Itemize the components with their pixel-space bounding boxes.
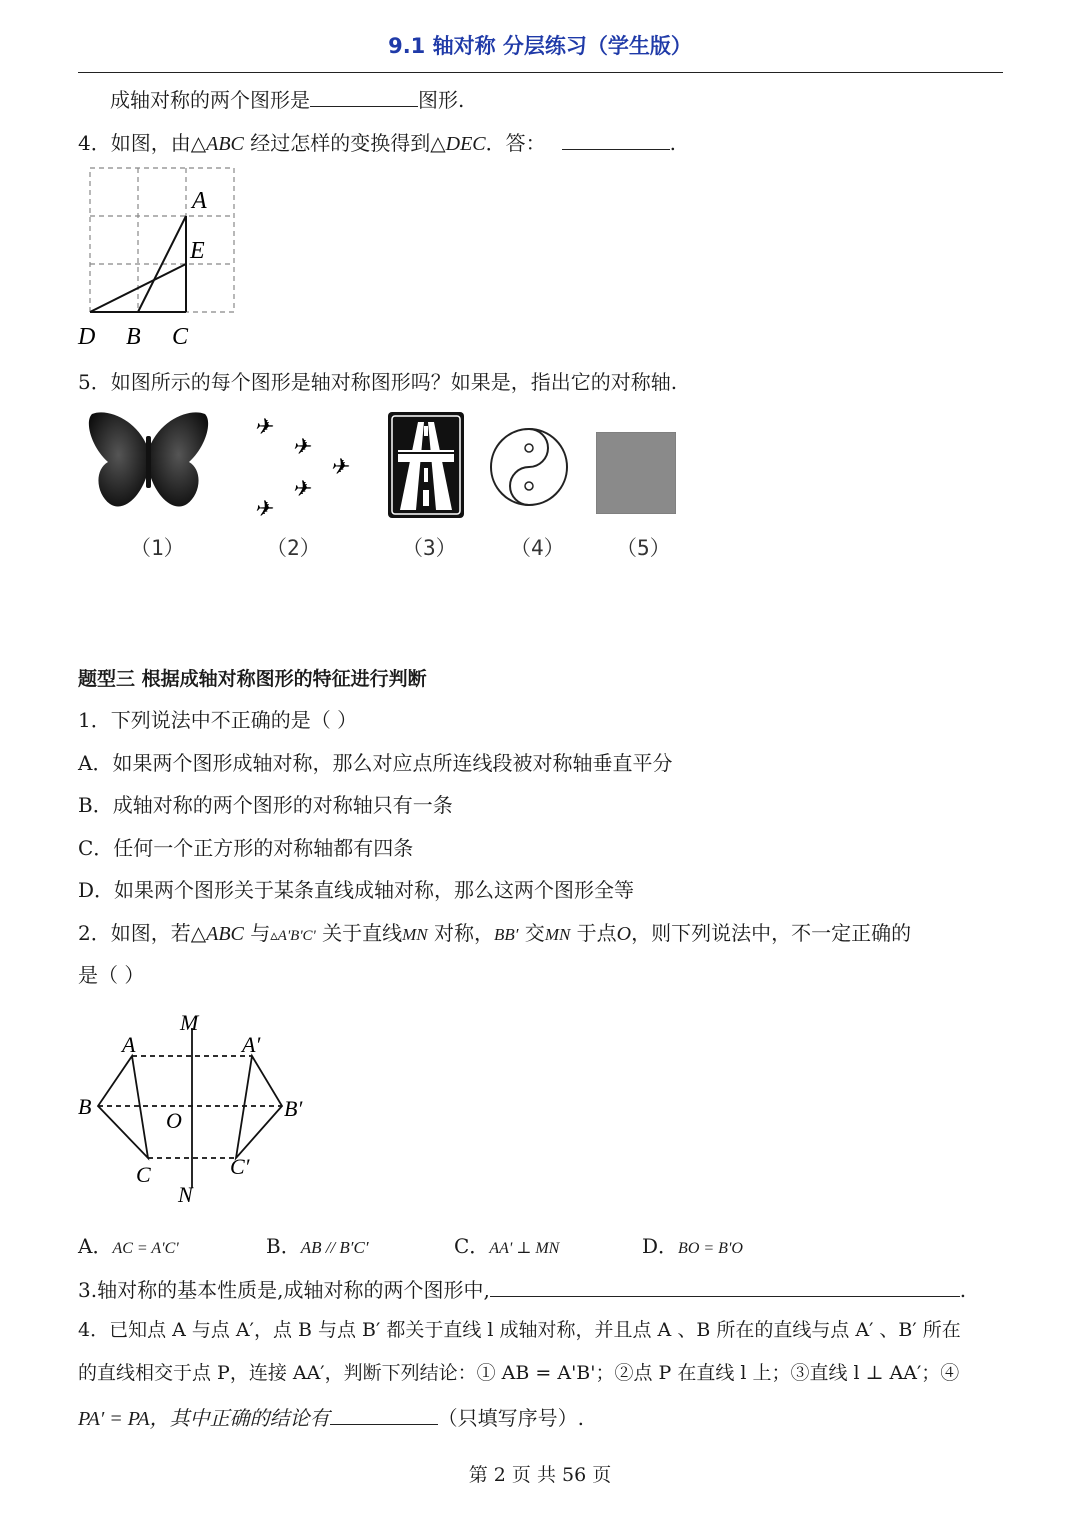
label-d: D: [78, 324, 96, 350]
airplane-icon: ✈: [254, 496, 273, 521]
math: BO = B'O: [678, 1240, 743, 1257]
math: O: [616, 923, 632, 945]
math: BB′: [493, 925, 519, 944]
text: PA′ = PA，其中正确的结论有: [78, 1408, 330, 1430]
label-a: A: [192, 188, 207, 214]
answer-blank[interactable]: [310, 84, 418, 107]
label-e: E: [190, 238, 205, 264]
page-footer: 第 2 页 共 56 页: [468, 1464, 612, 1486]
figure-caption-1: （1）: [130, 536, 185, 560]
s3-question-4-line2: 的直线相交于点 P，连接 AA′，判断下列结论：① AB = A'B'；②点 P 在直线 l 上；③直线 l ⊥ AA′；④: [78, 1362, 960, 1384]
text: 2．如图，若△: [78, 921, 207, 945]
s3-question-4-line1: 4．已知点 A 与点 A′，点 B 与点 B′ 都关于直线 l 成轴对称，并且点 A 、B 所在的直线与点 A′ 、B′ 所在: [78, 1319, 961, 1341]
text: 成轴对称的两个图形是: [110, 88, 310, 112]
header-rule: [78, 72, 1003, 73]
label-a: A: [122, 1032, 136, 1057]
gray-square-figure: [596, 432, 676, 514]
s3-q1-option-a: A．如果两个图形成轴对称，那么对应点所连线段被对称轴垂直平分: [78, 751, 673, 775]
s3-q1-option-c: C．任何一个正方形的对称轴都有四条: [78, 836, 414, 860]
text: B．: [266, 1234, 301, 1258]
label-c: C: [172, 324, 189, 350]
q3-continuation: [110, 84, 464, 114]
math: ABC: [206, 923, 244, 945]
label-c: C: [136, 1162, 151, 1187]
text: 图形.: [418, 88, 465, 112]
text: 关于直线: [315, 921, 403, 945]
label-b-prime: B′: [284, 1096, 303, 1121]
text: ．答：: [485, 131, 546, 155]
math: AC = A'C': [112, 1240, 179, 1257]
s3-q2-option-c: [454, 1232, 559, 1263]
text: .: [959, 1278, 967, 1302]
label-o: O: [166, 1108, 182, 1133]
figure-caption-3: （3）: [402, 536, 457, 560]
s3-question-3: [78, 1274, 966, 1304]
airplane-icon: ✈: [330, 454, 349, 479]
figure-caption-2: （2）: [266, 536, 321, 560]
s3-question-4-line3: [78, 1402, 584, 1433]
label-b: B: [126, 324, 141, 350]
math: MN: [544, 925, 571, 944]
text: 3.轴对称的基本性质是,成轴对称的两个图形中,: [78, 1278, 490, 1302]
question-5: 5．如图所示的每个图形是轴对称图形吗？如果是，指出它的对称轴.: [78, 370, 678, 394]
math: AB // B′C′: [300, 1238, 369, 1257]
text: 4．如图，由△: [78, 131, 207, 155]
answer-blank[interactable]: [330, 1402, 438, 1425]
text: 对称，: [427, 921, 494, 945]
airplane-icon: ✈: [254, 414, 273, 439]
label-n: N: [178, 1182, 193, 1207]
s3-q2-option-b: [266, 1232, 369, 1262]
text: （只填写序号）.: [437, 1406, 584, 1430]
s3-q2-option-d: [642, 1232, 743, 1263]
text: 经过怎样的变换得到△: [243, 131, 446, 155]
s3-question-2-line2: 是（ ）: [78, 963, 145, 987]
math-dec: DEC: [445, 133, 486, 155]
s3-q1-option-d: D．如果两个图形关于某条直线成轴对称，那么这两个图形全等: [78, 878, 635, 902]
figure-caption-4: （4）: [510, 536, 565, 560]
math-abc: ABC: [206, 133, 244, 155]
label-m: M: [180, 1010, 199, 1035]
s3-question-2: [78, 919, 911, 950]
math: MN: [402, 925, 428, 944]
highway-sign-figure: [388, 412, 464, 518]
yin-yang-figure: [488, 426, 570, 508]
label-a-prime: A′: [242, 1032, 261, 1057]
airplanes-figure: [248, 412, 358, 522]
label-b: B: [78, 1094, 92, 1119]
text: ，则下列说法中，不一定正确的: [631, 921, 912, 945]
math: ▵A'B'C': [270, 928, 316, 944]
label-c-prime: C′: [230, 1154, 250, 1179]
text: A．: [78, 1234, 113, 1258]
answer-blank[interactable]: [490, 1274, 960, 1297]
text: 与: [243, 921, 271, 945]
answer-blank[interactable]: [562, 127, 670, 150]
text: 交: [518, 921, 545, 945]
text: C．: [454, 1234, 490, 1258]
text: D．: [642, 1234, 679, 1258]
s3-question-1: 1．下列说法中不正确的是（ ）: [78, 708, 358, 732]
s3-q2-option-a: [78, 1232, 179, 1263]
figure-caption-5: （5）: [616, 536, 671, 560]
text: .: [669, 131, 676, 155]
triangle-grid-figure: [76, 162, 246, 352]
section-title: 题型三 根据成轴对称图形的特征进行判断: [78, 668, 427, 690]
question-4: [78, 127, 676, 158]
mirror-triangles-figure: [70, 1008, 320, 1208]
math: AA' ⊥ MN: [489, 1240, 560, 1257]
butterfly-figure: [86, 408, 211, 516]
s3-q1-option-b: B．成轴对称的两个图形的对称轴只有一条: [78, 793, 453, 817]
text: 于点: [570, 921, 617, 945]
airplane-icon: ✈: [292, 434, 311, 459]
page-header-title: 9.1 轴对称 分层练习（学生版）: [388, 34, 692, 58]
airplane-icon: ✈: [292, 476, 311, 501]
